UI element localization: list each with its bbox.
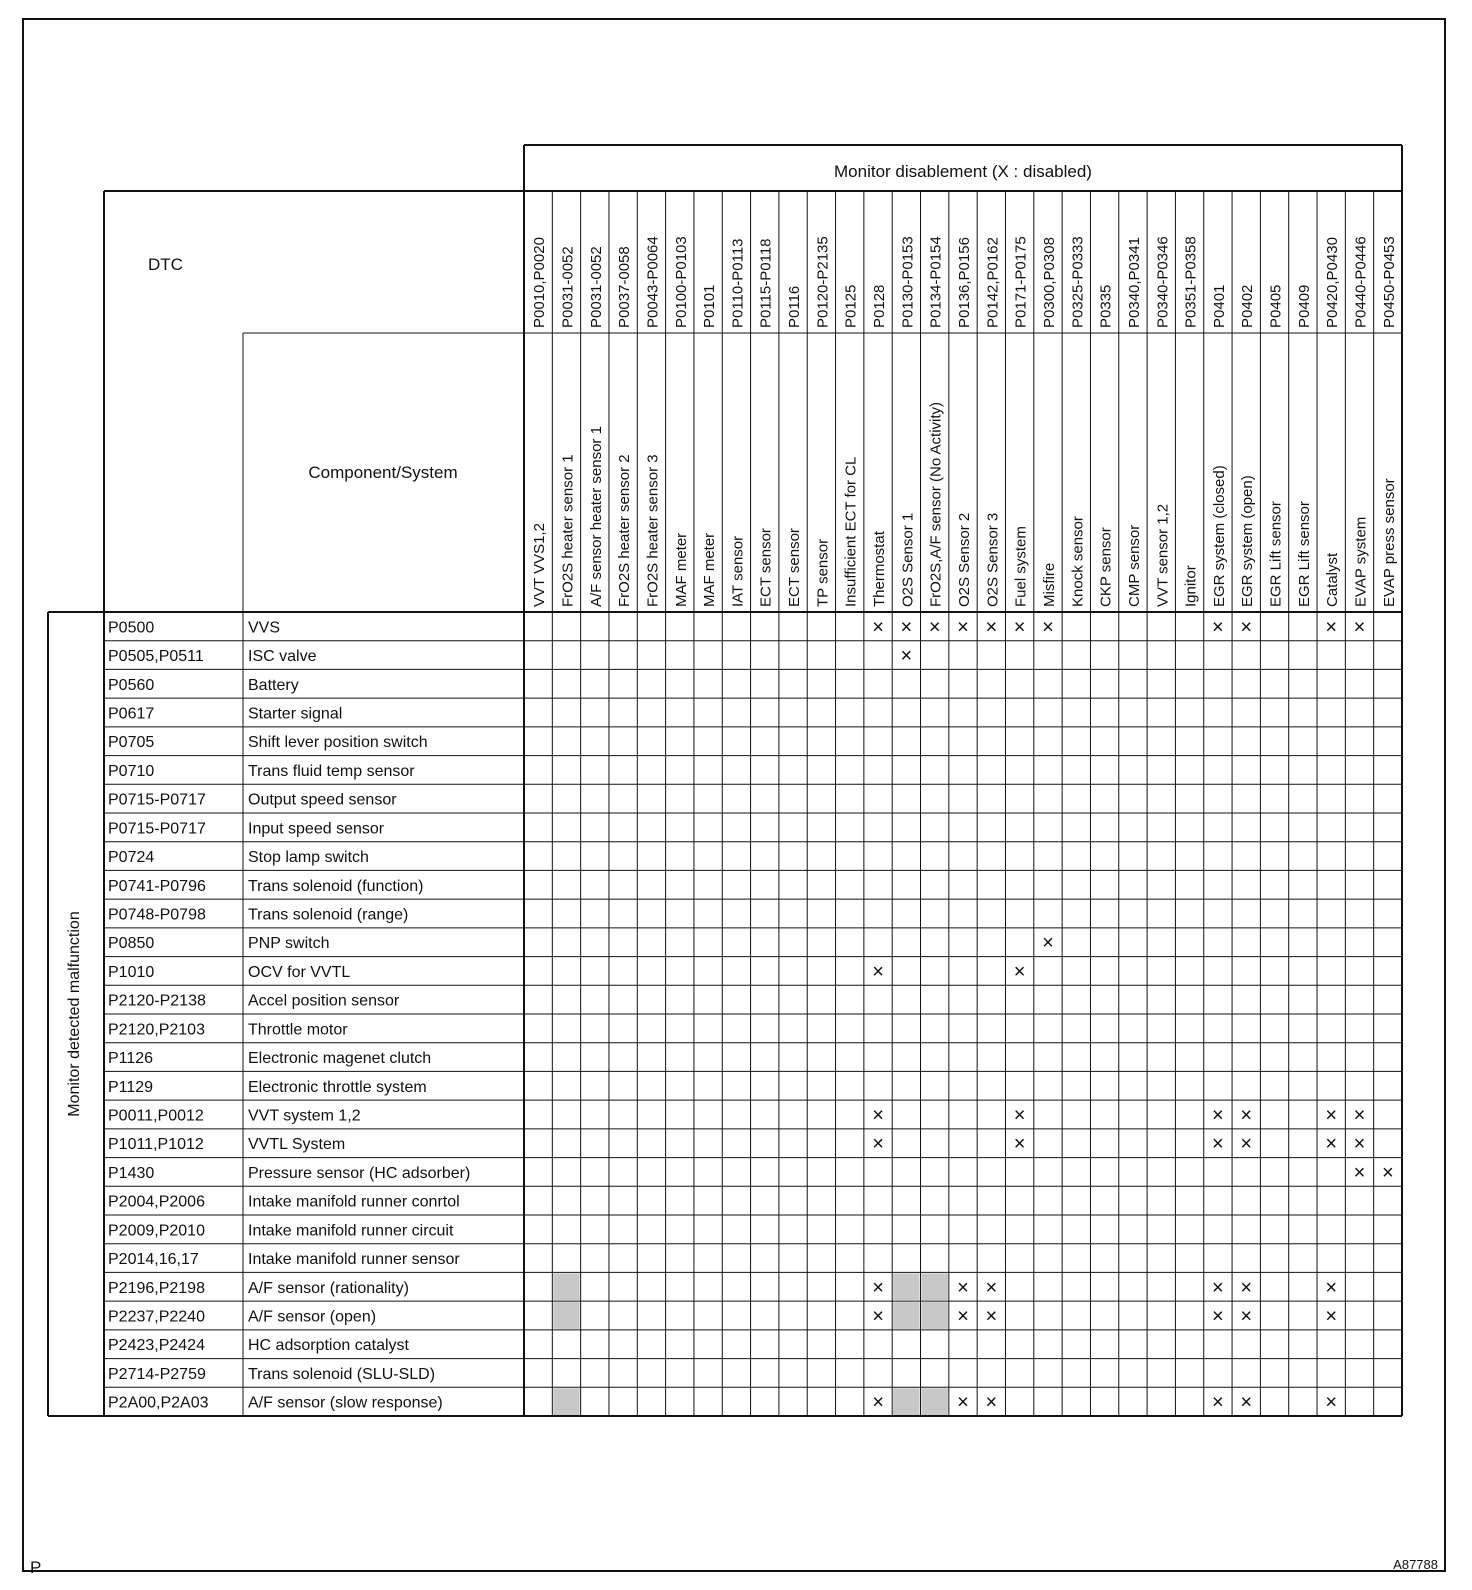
disabled-mark: × xyxy=(1042,932,1054,955)
disabled-mark: × xyxy=(985,1391,998,1414)
disabled-mark: × xyxy=(985,1305,998,1328)
row-dtc: P0560 xyxy=(108,676,155,694)
row-dtc: P1129 xyxy=(108,1078,154,1096)
row-component: A/F sensor (open) xyxy=(248,1308,377,1326)
column-component: Knock sensor xyxy=(1069,516,1087,607)
column-dtc-code: P0440-P0446 xyxy=(1352,236,1370,328)
column-component: ECT sensor xyxy=(757,528,775,607)
disabled-mark: × xyxy=(1013,616,1026,639)
shaded-cell xyxy=(893,1273,919,1300)
row-dtc: P2714-P2759 xyxy=(108,1365,206,1383)
disabled-mark: × xyxy=(1240,1104,1253,1127)
column-dtc-code: P0130-P0153 xyxy=(899,236,917,328)
column-component: Insufficient ECT for CL xyxy=(842,456,860,607)
row-component: Stop lamp switch xyxy=(248,849,369,867)
shaded-cell xyxy=(922,1273,948,1300)
row-dtc: P0710 xyxy=(108,762,155,780)
disabled-mark: × xyxy=(1325,616,1338,639)
disabled-mark: × xyxy=(1325,1133,1338,1156)
disabled-mark: × xyxy=(1212,1276,1224,1299)
row-dtc: P2A00,P2A03 xyxy=(108,1394,209,1412)
row-dtc: P1430 xyxy=(108,1164,155,1182)
row-component: Intake manifold runner sensor xyxy=(248,1251,460,1269)
disabled-mark: × xyxy=(957,1391,969,1414)
component-header: Component/System xyxy=(308,463,458,482)
row-dtc: P0724 xyxy=(108,849,155,867)
column-dtc-code: P0401 xyxy=(1210,284,1228,328)
row-component: Intake manifold runner conrtol xyxy=(248,1193,460,1211)
column-dtc-code: P0300,P0308 xyxy=(1040,237,1058,328)
disabled-mark: × xyxy=(1212,1133,1224,1156)
disabled-mark: × xyxy=(1042,616,1054,639)
column-dtc-code: P0142,P0162 xyxy=(984,237,1002,328)
column-component: VVT VVS1,2 xyxy=(531,523,549,607)
shaded-cell xyxy=(922,1388,948,1415)
figure-id: A87788 xyxy=(1393,1557,1438,1572)
column-dtc-code: P0335 xyxy=(1097,284,1115,328)
disabled-mark: × xyxy=(1013,960,1026,983)
disabled-mark: × xyxy=(1240,616,1253,639)
row-dtc: P2423,P2424 xyxy=(108,1337,205,1355)
disabled-mark: × xyxy=(872,1104,884,1127)
row-dtc: P2120-P2138 xyxy=(108,992,206,1010)
row-component: PNP switch xyxy=(248,935,330,953)
row-dtc: P0500 xyxy=(108,619,155,637)
row-component: VVTL System xyxy=(248,1136,346,1154)
row-component: Throttle motor xyxy=(248,1021,348,1039)
disabled-mark: × xyxy=(1240,1133,1253,1156)
shaded-cell xyxy=(553,1302,579,1329)
column-dtc-code: P0120-P2135 xyxy=(814,236,832,328)
row-component: Starter signal xyxy=(248,705,343,723)
disabled-mark: × xyxy=(1353,1104,1366,1127)
monitor-title: Monitor disablement (X : disabled) xyxy=(834,162,1092,181)
disabled-mark: × xyxy=(1212,1391,1224,1414)
column-dtc-code: P0450-P0453 xyxy=(1380,236,1398,328)
row-dtc: P0505,P0511 xyxy=(108,648,204,666)
row-component: VVT system 1,2 xyxy=(248,1107,361,1125)
column-component: EGR system (closed) xyxy=(1210,465,1228,607)
row-dtc: P0850 xyxy=(108,935,155,953)
row-component: Trans solenoid (function) xyxy=(248,877,424,895)
disabled-mark: × xyxy=(1325,1104,1338,1127)
column-component: FrO2S,A/F sensor (No Activity) xyxy=(927,401,945,607)
row-dtc: P1010 xyxy=(108,963,155,981)
row-dtc: P1126 xyxy=(108,1050,154,1068)
column-component: TP sensor xyxy=(814,538,832,607)
shaded-cell xyxy=(893,1302,919,1329)
column-dtc-code: P0136,P0156 xyxy=(956,237,973,328)
disabled-mark: × xyxy=(957,616,969,639)
dtc-header: DTC xyxy=(148,255,183,274)
row-component: Input speed sensor xyxy=(248,820,385,838)
column-component: FrO2S heater sensor 1 xyxy=(559,454,577,607)
column-dtc-code: P0340-P0346 xyxy=(1154,236,1172,328)
column-dtc-code: P0100-P0103 xyxy=(672,236,690,328)
column-dtc-code: P0409 xyxy=(1295,284,1313,328)
column-component: EGR Lift sensor xyxy=(1267,501,1285,607)
row-dtc: P0748-P0798 xyxy=(108,906,206,924)
column-dtc-code: P0402 xyxy=(1239,284,1257,328)
row-component: Battery xyxy=(248,676,299,694)
column-dtc-code: P0125 xyxy=(842,284,860,328)
column-component: Fuel system xyxy=(1012,526,1030,607)
column-dtc-code: P0043-P0064 xyxy=(644,236,662,328)
disabled-mark: × xyxy=(1325,1276,1338,1299)
column-component: O2S Sensor 3 xyxy=(984,512,1002,607)
disabled-mark: × xyxy=(1013,1133,1026,1156)
column-dtc-code: P0171-P0175 xyxy=(1012,236,1030,328)
column-component: O2S Sensor 2 xyxy=(956,512,973,607)
column-dtc-code: P0116 xyxy=(786,285,804,328)
row-dtc: P0011,P0012 xyxy=(108,1107,204,1125)
column-component: Catalyst xyxy=(1324,552,1342,607)
row-dtc: P2014,16,17 xyxy=(108,1251,199,1269)
disabled-mark: × xyxy=(1240,1276,1253,1299)
row-dtc: P1011,P1012 xyxy=(108,1136,204,1154)
disabled-mark: × xyxy=(1353,1161,1366,1184)
column-component: MAF meter xyxy=(701,532,719,607)
column-component: Thermostat xyxy=(871,531,889,607)
column-dtc-code: P0115-P0118 xyxy=(757,238,775,328)
column-component: EGR Lift sensor xyxy=(1295,501,1313,607)
disabled-mark: × xyxy=(1212,1305,1224,1328)
disabled-mark: × xyxy=(957,1276,969,1299)
row-dtc: P2009,P2010 xyxy=(108,1222,205,1240)
column-component: CMP sensor xyxy=(1125,524,1143,607)
column-component: VVT sensor 1,2 xyxy=(1154,503,1172,607)
column-component: Misfire xyxy=(1040,562,1058,607)
column-dtc-code: P0351-P0358 xyxy=(1182,236,1200,328)
disabled-mark: × xyxy=(928,616,941,639)
disabled-mark: × xyxy=(1212,616,1224,639)
disabled-mark: × xyxy=(1212,1104,1224,1127)
row-dtc: P0715-P0717 xyxy=(108,791,206,809)
row-component: OCV for VVTL xyxy=(248,963,351,981)
column-component: Ignitor xyxy=(1182,565,1200,607)
disabled-mark: × xyxy=(872,1391,884,1414)
column-component: CKP sensor xyxy=(1097,527,1115,607)
row-dtc: P0617 xyxy=(108,705,155,723)
row-dtc: P2237,P2240 xyxy=(108,1308,205,1326)
shaded-cell xyxy=(553,1388,579,1415)
column-component: EVAP system xyxy=(1352,516,1370,607)
disabled-mark: × xyxy=(985,1276,998,1299)
column-dtc-code: P0031-0052 xyxy=(587,246,605,328)
column-component: MAF meter xyxy=(672,532,690,607)
column-dtc-code: P0101 xyxy=(701,284,719,328)
row-component: Pressure sensor (HC adsorber) xyxy=(248,1164,471,1182)
row-component: Shift lever position switch xyxy=(248,734,428,752)
row-dtc: P2120,P2103 xyxy=(108,1021,205,1039)
disabled-mark: × xyxy=(1240,1305,1253,1328)
row-component: A/F sensor (slow response) xyxy=(248,1394,443,1412)
row-component: ISC valve xyxy=(248,648,317,666)
column-component: FrO2S heater sensor 2 xyxy=(616,454,634,607)
column-component: FrO2S heater sensor 3 xyxy=(644,454,662,607)
column-dtc-code: P0325-P0333 xyxy=(1069,236,1087,328)
disabled-mark: × xyxy=(1240,1391,1253,1414)
row-component: Intake manifold runner circuit xyxy=(248,1222,454,1240)
row-dtc: P2196,P2198 xyxy=(108,1279,205,1297)
page-corner-mark: P xyxy=(30,1558,42,1577)
row-component: Electronic throttle system xyxy=(248,1078,427,1096)
row-component: Trans fluid temp sensor xyxy=(248,762,415,780)
column-dtc-code: P0010,P0020 xyxy=(531,237,549,328)
column-dtc-code: P0031-0052 xyxy=(559,246,577,328)
row-dtc: P2004,P2006 xyxy=(108,1193,205,1211)
disabled-mark: × xyxy=(985,616,998,639)
column-component: A/F sensor heater sensor 1 xyxy=(587,426,605,607)
column-dtc-code: P0134-P0154 xyxy=(927,236,945,328)
shaded-cell xyxy=(553,1273,579,1300)
disabled-mark: × xyxy=(1325,1305,1338,1328)
column-dtc-code: P0110-P0113 xyxy=(729,238,747,328)
row-dtc: P0705 xyxy=(108,734,155,752)
disabled-mark: × xyxy=(872,1276,884,1299)
column-component: ECT sensor xyxy=(786,528,804,607)
disabled-mark: × xyxy=(872,1133,884,1156)
disabled-mark: × xyxy=(1353,1133,1366,1156)
disabled-mark: × xyxy=(900,645,913,668)
disabled-mark: × xyxy=(957,1305,969,1328)
disabled-mark: × xyxy=(872,616,884,639)
disabled-mark: × xyxy=(872,960,884,983)
disabled-mark: × xyxy=(1353,616,1366,639)
column-component: O2S Sensor 1 xyxy=(899,512,917,607)
row-component: HC adsorption catalyst xyxy=(248,1337,409,1355)
side-label: Monitor detected malfunction xyxy=(66,911,83,1117)
column-component: IAT sensor xyxy=(729,535,747,607)
row-dtc: P0741-P0796 xyxy=(108,877,206,895)
column-component: EVAP press sensor xyxy=(1380,478,1398,607)
column-dtc-code: P0420,P0430 xyxy=(1324,237,1342,328)
row-component: Trans solenoid (range) xyxy=(248,906,409,924)
column-dtc-code: P0128 xyxy=(871,284,889,328)
disabled-mark: × xyxy=(900,616,913,639)
column-dtc-code: P0340,P0341 xyxy=(1125,237,1143,328)
row-component: Electronic magenet clutch xyxy=(248,1050,432,1068)
row-dtc: P0715-P0717 xyxy=(108,820,206,838)
shaded-cell xyxy=(922,1302,948,1329)
column-component: EGR system (open) xyxy=(1239,475,1257,607)
column-dtc-code: P0405 xyxy=(1267,284,1285,328)
row-component: Accel position sensor xyxy=(248,992,400,1010)
row-component: A/F sensor (rationality) xyxy=(248,1279,409,1297)
shaded-cell xyxy=(893,1388,919,1415)
row-component: VVS xyxy=(248,619,281,637)
row-component: Output speed sensor xyxy=(248,791,397,809)
row-component: Trans solenoid (SLU-SLD) xyxy=(248,1365,436,1383)
disabled-mark: × xyxy=(1325,1391,1338,1414)
disabled-mark: × xyxy=(1013,1104,1026,1127)
disabled-mark: × xyxy=(872,1305,884,1328)
disabled-mark: × xyxy=(1381,1161,1394,1184)
column-dtc-code: P0037-0058 xyxy=(616,246,634,328)
